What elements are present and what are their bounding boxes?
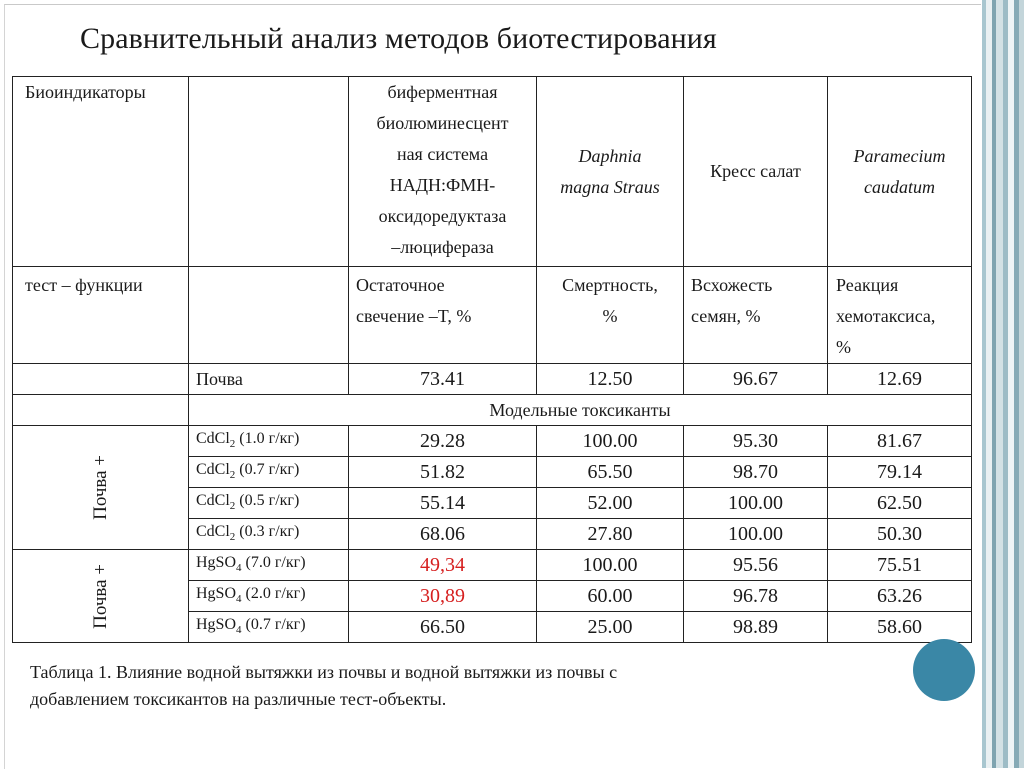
value-cell: 68.06 (349, 519, 537, 550)
value-cell: 79.14 (828, 457, 972, 488)
test-functions-label: тест – функции (25, 275, 143, 295)
value-cell: 51.82 (349, 457, 537, 488)
compound-dose: (7.0 г/кг) (245, 554, 306, 571)
value-cell: 81.67 (828, 426, 972, 457)
value-cell: 29.28 (349, 426, 537, 457)
value-cell: 96.78 (684, 581, 828, 612)
value-cell: 12.69 (828, 364, 972, 395)
bioindicator-paramecium (828, 77, 972, 267)
page-title: Сравнительный анализ методов биотестирования (80, 22, 717, 55)
value-cell: 12.50 (537, 364, 684, 395)
header-test-functions (13, 267, 189, 364)
text-line: magna Straus (560, 176, 660, 197)
compound-name: CdCl (196, 492, 230, 509)
value-cell: 25.00 (537, 612, 684, 643)
text-line: Всхожесть (691, 275, 773, 295)
table-row (13, 426, 972, 457)
caption-line: добавлением токсикантов на различные тест-объекты. (30, 689, 447, 709)
compound-name: HgSO (196, 585, 237, 602)
compound-dose: (0.3 г/кг) (239, 523, 300, 540)
value-cell: 100.00 (684, 488, 828, 519)
text-line: семян, % (691, 306, 761, 326)
decorative-circle (913, 639, 975, 701)
text-line: –люцифераза (391, 237, 494, 257)
compound-dose: (0.7 г/кг) (245, 616, 306, 633)
cress-label: Кресс салат (710, 161, 801, 181)
text-line: % (836, 337, 851, 357)
model-toxicants-header (189, 395, 972, 426)
compound-dose: (0.5 г/кг) (239, 492, 300, 509)
compound-subscript: 2 (229, 469, 236, 482)
value-cell: 95.56 (684, 550, 828, 581)
stripe (996, 0, 1003, 768)
text-line: Paramecium (853, 145, 946, 166)
compound-cell (189, 488, 349, 519)
function-mortality (537, 267, 684, 364)
value-cell: 100.00 (537, 426, 684, 457)
vertical-label: Почва + (89, 563, 111, 629)
compound-cell (189, 519, 349, 550)
value-cell: 100.00 (537, 550, 684, 581)
value-cell: 60.00 (537, 581, 684, 612)
group-label-cadmium (13, 426, 189, 550)
empty-cell (13, 395, 189, 426)
value-cell-highlighted: 49,34 (349, 550, 537, 581)
table-row (13, 267, 972, 364)
text-line: Реакция (836, 275, 899, 295)
bioindicator-daphnia (537, 77, 684, 267)
value-cell: 58.60 (828, 612, 972, 643)
value-cell: 98.70 (684, 457, 828, 488)
function-germination (684, 267, 828, 364)
header-bioindicators (13, 77, 189, 267)
value-cell: 96.67 (684, 364, 828, 395)
compound-cell (189, 426, 349, 457)
function-chemotaxis (828, 267, 972, 364)
compound-cell (189, 550, 349, 581)
value-cell: 62.50 (828, 488, 972, 519)
value-cell: 73.41 (349, 364, 537, 395)
value-cell: 100.00 (684, 519, 828, 550)
bioindicator-cress (684, 77, 828, 267)
compound-subscript: 2 (229, 531, 236, 544)
table-row (13, 364, 972, 395)
value-cell: 98.89 (684, 612, 828, 643)
compound-dose: (1.0 г/кг) (239, 430, 300, 447)
compound-subscript: 2 (229, 500, 236, 513)
compound-cell (189, 612, 349, 643)
compound-name: HgSO (196, 616, 237, 633)
table-caption (30, 659, 830, 713)
text-line: Daphnia (578, 145, 642, 166)
compound-dose: (2.0 г/кг) (245, 585, 306, 602)
value-cell: 75.51 (828, 550, 972, 581)
stripe (1019, 0, 1024, 768)
empty-cell (13, 364, 189, 395)
soil-text: Почва (196, 368, 243, 389)
text-line: Остаточное (356, 275, 445, 295)
value-cell: 63.26 (828, 581, 972, 612)
text-line: оксидоредуктаза (378, 206, 507, 226)
compound-subscript: 4 (236, 593, 242, 606)
table-row (13, 395, 972, 426)
text-line: Смертность, (562, 275, 658, 295)
bioindicator-enzyme (349, 77, 537, 267)
value-cell: 65.50 (537, 457, 684, 488)
caption-line: Таблица 1. Влияние водной вытяжки из почвы и водной вытяжки из почвы с (30, 662, 618, 682)
value-cell: 55.14 (349, 488, 537, 519)
text-line: свечение –T, % (356, 306, 472, 326)
compound-subscript: 2 (229, 438, 236, 451)
compound-name: CdCl (196, 461, 230, 478)
table-row (13, 77, 972, 267)
function-luminescence (349, 267, 537, 364)
empty-cell (189, 77, 349, 267)
compound-subscript: 4 (236, 562, 242, 575)
text-line: НАДН:ФМН- (389, 175, 496, 195)
text-line: caudatum (864, 176, 935, 197)
bioindicators-label: Биоиндикаторы (25, 82, 146, 102)
compound-subscript: 4 (236, 624, 242, 637)
table-row (13, 550, 972, 581)
compound-dose: (0.7 г/кг) (239, 461, 300, 478)
text-line: биферментная (387, 82, 498, 102)
vertical-label: Почва + (89, 455, 111, 520)
compound-name: CdCl (196, 430, 230, 447)
biotest-table (12, 76, 972, 643)
compound-name: CdCl (196, 523, 230, 540)
compound-cell (189, 581, 349, 612)
model-toxicants-text: Модельные токсиканты (489, 399, 671, 420)
compound-name: HgSO (196, 554, 237, 571)
value-cell: 66.50 (349, 612, 537, 643)
value-cell: 50.30 (828, 519, 972, 550)
value-cell: 95.30 (684, 426, 828, 457)
text-line: биолюминесцент (376, 113, 509, 133)
text-line: хемотаксиса, (836, 306, 936, 326)
text-line: ная система (396, 144, 489, 164)
decorative-stripes (982, 0, 1024, 768)
compound-cell (189, 457, 349, 488)
soil-label (189, 364, 349, 395)
text-line: % (602, 306, 618, 326)
value-cell: 52.00 (537, 488, 684, 519)
group-label-mercury (13, 550, 189, 643)
value-cell-highlighted: 30,89 (349, 581, 537, 612)
empty-cell (189, 267, 349, 364)
value-cell: 27.80 (537, 519, 684, 550)
